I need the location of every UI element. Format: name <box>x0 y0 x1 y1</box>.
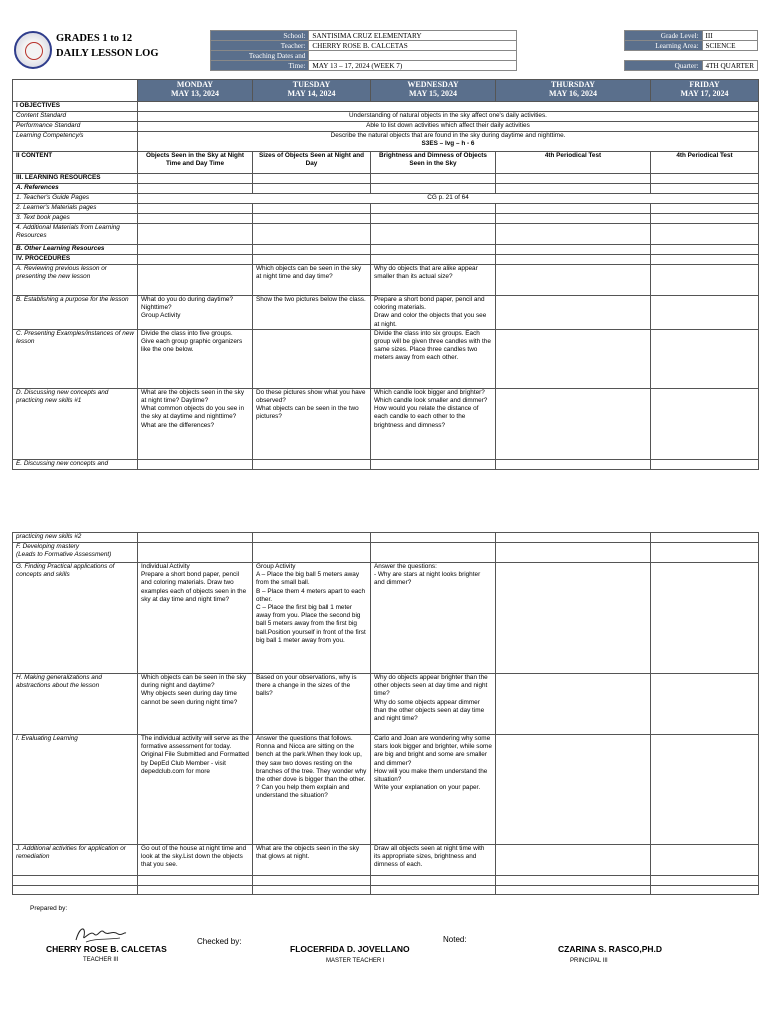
procedure-e-label: E. Discussing new concepts and <box>13 459 138 469</box>
deped-seal-icon <box>14 31 52 69</box>
day-header-friday <box>651 80 759 102</box>
content-heading: II CONTENT <box>13 152 138 174</box>
procedure-i-wednesday: Carlo and Joan are wondering why some stars look bigger and brighter, while some are big and bright and some are smaller and dimmer? How will you make them understand the situation? Write your explanation on your paper. <box>371 735 496 845</box>
day-name: FRIDAY <box>689 80 720 89</box>
tg-label: 1. Teacher's Guide Pages <box>13 194 138 204</box>
checked-title: MASTER TEACHER I <box>326 958 385 964</box>
procedure-g-wednesday: Answer the questions: - Why are stars at night looks brighter and dimmer? <box>371 563 496 674</box>
procedure-b-monday: What do you do during daytime? Nighttime? Group Activity <box>138 296 253 330</box>
procedure-d-wednesday: Which candle look bigger and brighter? Which candle look smaller and dimmer? How would you relate the distance of each candle to each other to the brightness and dimness? <box>371 388 496 459</box>
teacher-value: CHERRY ROSE B. CALCETAS <box>309 41 516 51</box>
procedure-g-monday: Individual Activity Prepare a short bond paper, pencil and coloring materials. Draw two examples each of objects seen in the sky at day time and night time? <box>138 563 253 674</box>
dates-label-2: Time: <box>211 61 309 71</box>
procedure-b-label: B. Establishing a purpose for the lesson <box>13 296 138 330</box>
procedure-h-wednesday: Why do objects appear brighter than the other objects seen at day time and night time? Why do some objects appear dimmer than the other objects seen at day time and night time? <box>371 674 496 735</box>
procedure-g-tuesday: Group Activity A – Place the big ball 5 meters away from the small ball. B – Place them 4 meters apart to each other. C – Place the first big ball 1 meter away from you. Place the second big ball 5 meters away from the first big ball.Position yourself in front of the first big ball 1 meter away from you. <box>253 563 371 674</box>
checked-name: FLOCERFIDA D. JOVELLANO <box>290 944 410 954</box>
info-table <box>210 30 758 71</box>
day-name: TUESDAY <box>292 80 331 89</box>
signature-scribble <box>72 922 128 946</box>
procedure-d-tuesday: Do these pictures show what you have observed? What objects can be seen in the two pictures? <box>253 388 371 459</box>
day-date: MAY 15, 2024 <box>408 88 458 98</box>
procedure-a-label: A. Reviewing previous lesson or presenting the new lesson <box>13 265 138 296</box>
teacher-label: Teacher: <box>211 41 309 51</box>
day-name: THURSDAY <box>550 80 596 89</box>
competency-code: S3ES – Ivg – h - 6 <box>421 140 475 148</box>
resources-heading: III. LEARNING RESOURCES <box>13 174 138 184</box>
grade-label: Grade Level: <box>624 31 702 41</box>
procedure-h-monday: Which objects can be seen in the sky during night and daytime? Why objects seen during day time cannot be seen during night time? <box>138 674 253 735</box>
procedure-i-monday: The individual activity will serve as the formative assessment for today. Original File Submitted and Formatted by DepEd Club Member - visit depedclub.com for more <box>138 735 253 845</box>
day-header-tuesday <box>253 80 371 102</box>
procedure-c-monday: Divide the class into five groups. Give each group graphic organizers like the one below. <box>138 329 253 388</box>
quarter-label: Quarter: <box>624 61 702 71</box>
day-date: MAY 13, 2024 <box>170 88 220 98</box>
area-label: Learning Area: <box>624 41 702 51</box>
content-standard: Understanding of natural objects in the sky affect one's daily activities. <box>138 112 759 122</box>
noted-label: Noted: <box>443 935 467 944</box>
procedure-a-wednesday: Why do objects that are alike appear smaller than its actual size? <box>371 265 496 296</box>
noted-name: CZARINA S. RASCO,PH.D <box>558 944 663 954</box>
grade-value: III <box>702 31 757 41</box>
procedure-f-label: F. Developing mastery (Leads to Formative Assessment) <box>13 543 138 563</box>
procedures-heading: IV. PROCEDURES <box>13 255 138 265</box>
school-label: School: <box>211 31 309 41</box>
day-header-wednesday <box>371 80 496 102</box>
lm-label: 2. Learner's Materials pages <box>13 204 138 214</box>
day-date: MAY 16, 2024 <box>548 88 598 98</box>
day-date: MAY 17, 2024 <box>680 88 729 98</box>
day-header-thursday <box>496 80 651 102</box>
procedure-i-label: I. Evaluating Learning <box>13 735 138 845</box>
procedure-j-label: J. Additional activities for application or remediation <box>13 845 138 876</box>
procedure-j-tuesday: What are the objects seen in the sky that glows at night. <box>253 845 371 876</box>
quarter-text: 4TH QUARTER <box>705 61 754 70</box>
procedure-a-tuesday: Which objects can be seen in the sky at night time and day time? <box>253 265 371 296</box>
procedure-b-wednesday: Prepare a short bond paper, pencil and coloring materials. Draw and color the objects that you see at night. <box>371 296 496 330</box>
performance-standard-label: Performance Standard <box>13 122 138 132</box>
procedure-j-monday: Go out of the house at night time and look at the sky.List down the objects that you see. <box>138 845 253 876</box>
dates-value: MAY 13 – 17, 2024 (WEEK 7) <box>309 61 516 71</box>
noted-title: PRINCIPAL III <box>570 958 608 964</box>
area-value: SCIENCE <box>702 41 757 51</box>
content-wednesday: Brightness and Dimness of Objects Seen in the Sky <box>371 152 496 174</box>
competency <box>138 132 759 152</box>
objectives-heading: I OBJECTIVES <box>13 102 138 112</box>
procedure-e-label-cont: practicing new skills #2 <box>13 533 138 543</box>
lesson-log-table-page-2 <box>12 532 759 895</box>
content-standard-label: Content Standard <box>13 112 138 122</box>
procedure-j-wednesday: Draw all objects seen at night time with its appropriate sizes, brightness and dimness of each. <box>371 845 496 876</box>
content-thursday: 4th Periodical Test <box>496 152 651 174</box>
checked-by-label: Checked by: <box>197 937 242 946</box>
day-header-monday <box>138 80 253 102</box>
day-date: MAY 14, 2024 <box>287 88 336 98</box>
prepared-name: CHERRY ROSE B. CALCETAS <box>46 944 167 954</box>
performance-standard: Able to list down activities which affect their daily activities <box>138 122 759 132</box>
procedure-i-tuesday: Answer the questions that follows. Ronna and Nicca are sitting on the bench at the park.When they look up, they saw two doves resting on the branches of the tree. They wonder why the other dove is bigger than the other. ? Can you help them explain and understand the situation? <box>253 735 371 845</box>
procedure-b-tuesday: Show the two pictures below the class. <box>253 296 371 330</box>
procedure-c-label: C. Presenting Examples/instances of new lesson <box>13 329 138 388</box>
other-resources-label: B. Other Learning Resources <box>13 245 138 255</box>
procedure-h-label: H. Making generalizations and abstractions about the lesson <box>13 674 138 735</box>
lesson-log-table-page-1 <box>12 79 759 470</box>
competency-text: Describe the natural objects that are found in the sky during daytime and nighttime. <box>330 132 566 139</box>
content-monday: Objects Seen in the Sky at Night Time and Day Time <box>138 152 253 174</box>
document-header <box>12 30 758 71</box>
procedure-h-tuesday: Based on your observations, why is there a change in the sizes of the balls? <box>253 674 371 735</box>
competency-label: Learning Competency/s <box>13 132 138 152</box>
title-line-2: DAILY LESSON LOG <box>56 48 159 59</box>
procedure-g-label: G. Finding Practical applications of concepts and skills <box>13 563 138 674</box>
procedure-d-label: D. Discussing new concepts and practicing new skills #1 <box>13 388 138 459</box>
quarter-value <box>702 61 757 71</box>
additional-materials-label: 4. Additional Materials from Learning Resources <box>13 224 138 245</box>
references-label: A. References <box>13 184 138 194</box>
day-name: WEDNESDAY <box>407 80 459 89</box>
tg-pages: CG p. 21 of 64 <box>138 194 759 204</box>
dates-label-1: Teaching Dates and <box>211 51 309 61</box>
procedure-d-monday: What are the objects seen in the sky at night time? Daytime? What common objects do you see in the sky at daytime and nighttime? What are the differences? <box>138 388 253 459</box>
textbook-label: 3. Text book pages <box>13 214 138 224</box>
procedure-c-wednesday: Divide the class into six groups. Each group will be given three candles with the same sizes. Place three candles two meters away from each other. <box>371 329 496 388</box>
prepared-by-label: Prepared by: <box>30 905 68 912</box>
school-value: SANTISIMA CRUZ ELEMENTARY <box>309 31 516 41</box>
content-tuesday: Sizes of Objects Seen at Night and Day <box>253 152 371 174</box>
day-name: MONDAY <box>176 80 214 89</box>
content-friday: 4th Periodical Test <box>651 152 759 174</box>
title-line-1: GRADES 1 to 12 <box>56 33 133 44</box>
prepared-title: TEACHER III <box>83 957 119 963</box>
